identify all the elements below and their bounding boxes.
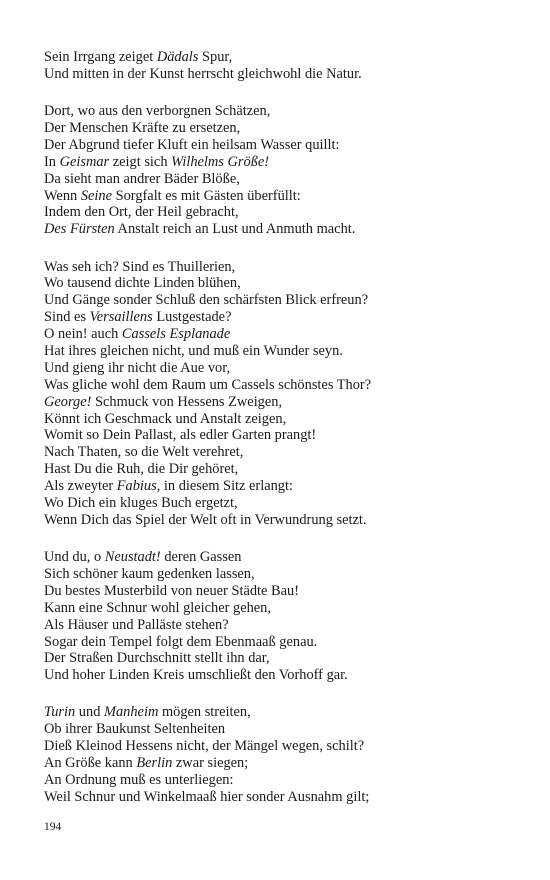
text-segment: Anstalt reich an Lust und Anmuth macht. xyxy=(114,221,356,238)
verse-line xyxy=(44,755,514,772)
verse-line xyxy=(44,583,514,600)
verse-line xyxy=(44,204,514,221)
stanza xyxy=(44,103,514,238)
text-segment: Ob ihrer Baukunst Seltenheiten xyxy=(44,721,226,738)
verse-line xyxy=(44,704,514,721)
verse-line xyxy=(44,566,514,583)
verse-line xyxy=(44,650,514,667)
text-segment: und xyxy=(75,704,104,721)
verse-line xyxy=(44,49,514,66)
italic-name: Neustadt! xyxy=(104,549,161,566)
stanza xyxy=(44,704,514,805)
text-segment: Womit so Dein Pallast, als edler Garten prangt! xyxy=(44,427,317,444)
text-segment: Der Menschen Kräfte zu ersetzen, xyxy=(44,119,241,136)
italic-name: Versaillens xyxy=(89,309,153,326)
text-segment: Der Straßen Durchschnitt stellt ihn dar, xyxy=(44,650,270,667)
verse-line xyxy=(44,120,514,137)
verse-line xyxy=(44,478,514,495)
text-segment: deren Gassen xyxy=(160,549,242,566)
verse-line xyxy=(44,309,514,326)
text-segment: Wenn xyxy=(44,187,81,204)
verse-line xyxy=(44,171,514,188)
text-segment: Wenn Dich das Spiel der Welt oft in Verwundrung setzt. xyxy=(44,511,367,528)
verse-line xyxy=(44,667,514,684)
text-segment: Hast Du die Ruh, die Dir gehöret, xyxy=(44,461,239,478)
text-segment: mögen streiten, xyxy=(158,704,251,721)
text-segment: Und mitten in der Kunst herrscht gleichwohl die Natur. xyxy=(44,65,362,82)
verse-line xyxy=(44,461,514,478)
verse-line xyxy=(44,427,514,444)
verse-line xyxy=(44,360,514,377)
verse-line xyxy=(44,411,514,428)
italic-name: Fabius, xyxy=(116,478,161,495)
text-segment: Was seh ich? Sind es Thuillerien, xyxy=(44,258,236,275)
verse-line xyxy=(44,549,514,566)
verse-line xyxy=(44,377,514,394)
italic-name: Manheim xyxy=(103,704,159,721)
page-number: 194 xyxy=(44,821,62,833)
text-segment: Was gliche wohl dem Raum um Cassels schönstes Thor? xyxy=(44,376,372,393)
verse-line xyxy=(44,188,514,205)
text-segment: Indem den Ort, der Heil gebracht, xyxy=(44,204,239,221)
text-segment: Könnt ich Geschmack und Anstalt zeigen, xyxy=(44,410,287,427)
verse-line xyxy=(44,617,514,634)
text-segment: Du bestes Musterbild von neuer Städte Bau! xyxy=(44,582,299,599)
verse-line xyxy=(44,292,514,309)
stanza xyxy=(44,259,514,529)
verse-line xyxy=(44,326,514,343)
verse-line xyxy=(44,343,514,360)
verse-line xyxy=(44,789,514,806)
text-segment: Und Gänge sonder Schluß den schärfsten Blick erfreun? xyxy=(44,292,369,309)
stanza xyxy=(44,49,514,83)
italic-name: George! xyxy=(44,393,92,410)
text-segment: Sind es xyxy=(44,309,90,326)
text-segment: Weil Schnur und Winkelmaaß hier sonder Ausnahm gilt; xyxy=(44,788,370,805)
verse-line xyxy=(44,275,514,292)
text-segment: Schmuck von Hessens Zweigen, xyxy=(91,393,283,410)
italic-name: Wilhelms Größe! xyxy=(171,153,270,170)
text-segment: Kann eine Schnur wohl gleicher gehen, xyxy=(44,599,271,616)
verse-line xyxy=(44,66,514,83)
verse-line xyxy=(44,772,514,789)
text-segment: Und du, o xyxy=(44,549,105,566)
text-segment: Hat ihres gleichen nicht, und muß ein Wunder seyn. xyxy=(44,342,343,359)
text-segment: Und gieng ihr nicht die Aue vor, xyxy=(44,359,231,376)
poem-text xyxy=(44,49,514,826)
text-segment: Dieß Kleinod Hessens nicht, der Mängel wegen, schilt? xyxy=(44,738,365,755)
text-segment: Dort, wo aus den verborgnen Schätzen, xyxy=(44,103,271,120)
text-segment: Sein Irrgang zeiget xyxy=(44,49,157,65)
text-segment: zwar siegen; xyxy=(172,755,249,772)
text-segment: Wo tausend dichte Linden blühen, xyxy=(44,275,241,292)
text-segment: Als zweyter xyxy=(44,478,117,495)
verse-line xyxy=(44,154,514,171)
stanza xyxy=(44,549,514,684)
verse-line xyxy=(44,495,514,512)
verse-line xyxy=(44,600,514,617)
text-segment: Und hoher Linden Kreis umschließt den Vorhoff gar. xyxy=(44,667,348,684)
verse-line xyxy=(44,259,514,276)
text-segment: In xyxy=(44,153,60,170)
verse-line xyxy=(44,512,514,529)
verse-line xyxy=(44,444,514,461)
text-segment: Der Abgrund tiefer Kluft ein heilsam Wasser quillt: xyxy=(44,136,340,153)
verse-line xyxy=(44,634,514,651)
verse-line xyxy=(44,103,514,120)
italic-name: Berlin xyxy=(136,755,173,772)
verse-line xyxy=(44,221,514,238)
italic-name: Dädals xyxy=(156,49,199,65)
italic-name: Cassels Esplanade xyxy=(121,326,231,343)
text-segment: zeigt sich xyxy=(109,153,172,170)
verse-line xyxy=(44,721,514,738)
verse-line xyxy=(44,137,514,154)
text-segment: Spur, xyxy=(198,49,233,65)
italic-name: Des Fürsten xyxy=(44,221,115,238)
text-segment: Sogar dein Tempel folgt dem Ebenmaaß genau. xyxy=(44,633,318,650)
verse-line xyxy=(44,394,514,411)
text-segment: Nach Thaten, so die Welt verehret, xyxy=(44,444,244,461)
text-segment: Da sieht man andrer Bäder Blöße, xyxy=(44,170,240,187)
text-segment: Als Häuser und Palläste stehen? xyxy=(44,616,229,633)
italic-name: Turin xyxy=(44,704,76,721)
italic-name: Seine xyxy=(80,187,112,204)
text-segment: Sorgfalt es mit Gästen überfüllt: xyxy=(111,187,301,204)
text-segment: Lustgestade? xyxy=(152,309,232,326)
italic-name: Geismar xyxy=(59,153,110,170)
text-segment: Wo Dich ein kluges Buch ergetzt, xyxy=(44,494,238,511)
text-segment: An Größe kann xyxy=(44,755,137,772)
text-segment: in diesem Sitz erlangt: xyxy=(160,478,293,495)
verse-line xyxy=(44,738,514,755)
text-segment: Sich schöner kaum gedenken lassen, xyxy=(44,565,255,582)
text-segment: O nein! auch xyxy=(44,326,122,343)
text-segment: An Ordnung muß es unterliegen: xyxy=(44,772,234,789)
